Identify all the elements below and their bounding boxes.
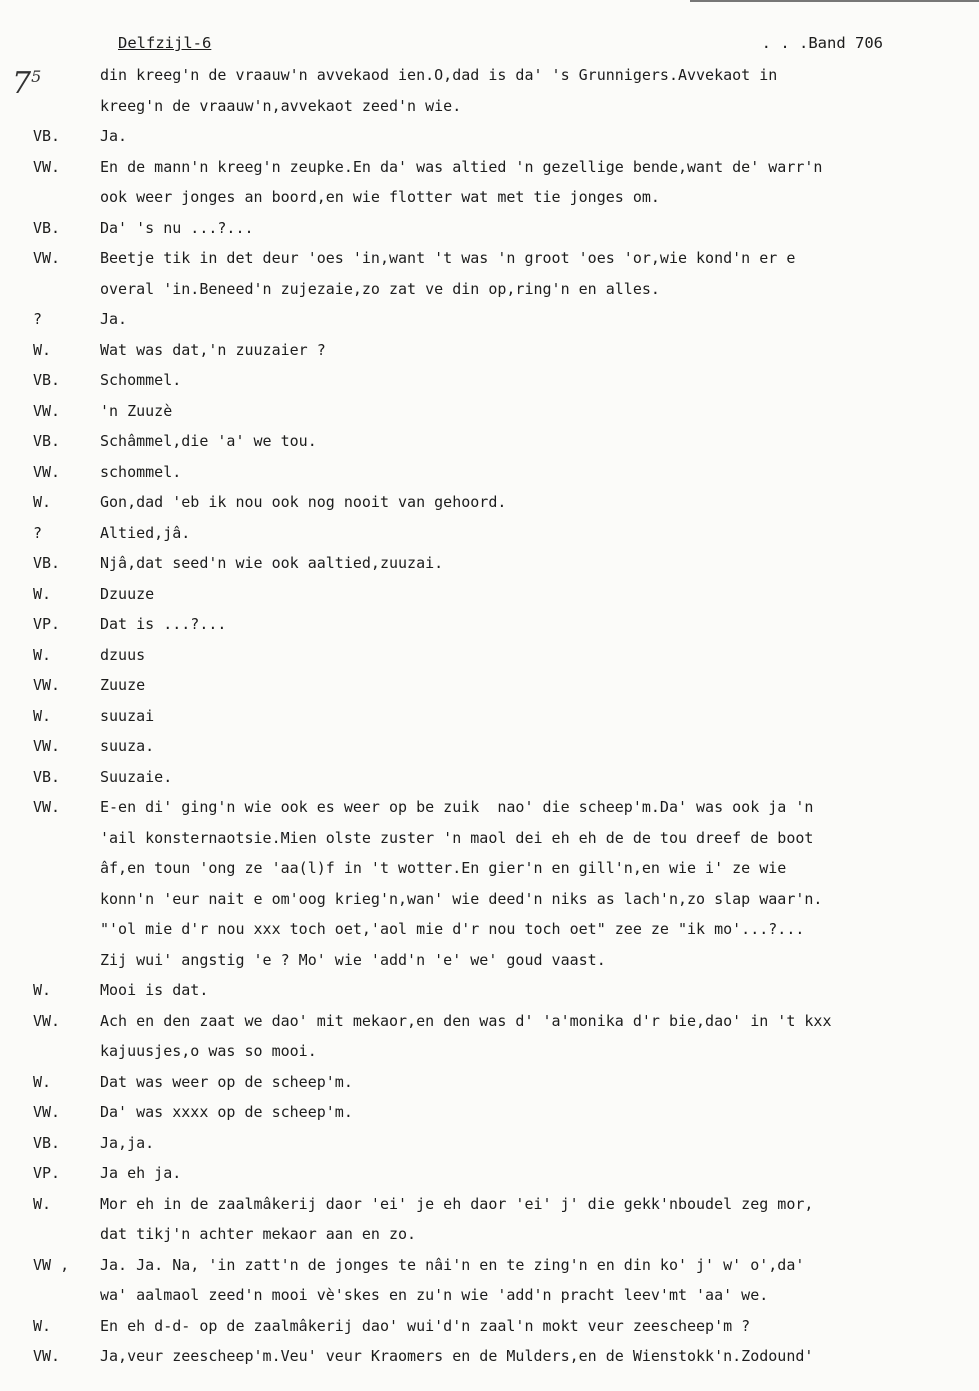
speaker-label: VB.: [33, 371, 61, 389]
transcript-row: [0, 1067, 979, 1098]
speaker-label: VW.: [33, 676, 61, 694]
utterance-text: [100, 152, 940, 213]
utterance-text: [100, 335, 940, 366]
transcript-row: [0, 579, 979, 610]
utterance-text: [100, 609, 940, 640]
utterance-line: 'n Zuuzè: [100, 401, 173, 420]
transcript-row: [0, 365, 979, 396]
utterance-line: Da' was xxxx op de scheep'm.: [100, 1103, 353, 1121]
transcript-row: [0, 548, 979, 579]
utterance-line: Schommel.: [100, 371, 182, 389]
transcript-row: [0, 1158, 979, 1189]
utterance-line: Schâmmel,die 'a' we tou.: [100, 432, 317, 450]
transcript-row: [0, 609, 979, 640]
speaker-label: VB.: [33, 218, 61, 237]
transcript-row: [0, 1189, 979, 1250]
page-header: [0, 34, 979, 56]
utterance-text: [100, 213, 940, 244]
speaker-label: VW.: [33, 1011, 61, 1030]
utterance-line: Ja,ja.: [100, 1133, 155, 1152]
utterance-line: Ach en den zaat we dao' mit mekaor,en den was d' 'a'monika d'r bie,dao' in 't kxx: [100, 1011, 832, 1030]
utterance-line: Ja.: [100, 310, 128, 328]
speaker-label: W.: [33, 1316, 52, 1335]
utterance-line: âf,en toun 'ong ze 'aa(l)f in 't wotter.En gier'n en gill'n,en wie i' ze wie: [100, 859, 787, 877]
speaker-label: VW.: [33, 462, 61, 481]
handwritten-page-number: $7^5$: [12, 66, 42, 101]
utterance-text: [100, 487, 940, 518]
utterance-line: konn'n 'eur nait e om'oog krieg'n,wan' wie deed'n niks as lach'n,zo slap waar'n.: [100, 889, 823, 908]
utterance-text: [100, 396, 940, 427]
speaker-label: W.: [33, 645, 52, 664]
speaker-label: W.: [33, 706, 52, 725]
utterance-line: wa' aalmaol zeed'n mooi vè'skes en zu'n wie 'add'n pracht leev'mt 'aa' we.: [100, 1286, 769, 1304]
speaker-label: W.: [33, 981, 52, 999]
utterance-text: [100, 670, 940, 701]
utterance-line: En de mann'n kreeg'n zeupke.En da' was altied 'n gezellige bende,want de' warr'n: [100, 157, 823, 176]
utterance-line: Da' 's nu ...?...: [100, 218, 254, 237]
utterance-line: Ja.: [100, 127, 128, 145]
transcript-row: [0, 121, 979, 152]
transcript-row: [0, 1311, 979, 1342]
transcript-row: [0, 762, 979, 793]
utterance-line: Zuuze: [100, 676, 146, 694]
utterance-text: [100, 457, 940, 488]
utterance-line: suuza.: [100, 737, 155, 755]
utterance-line: Ja. Ja. Na, 'in zatt'n de jonges te nâi'n en te zing'n en din ko' j' w' o',da': [100, 1255, 805, 1274]
utterance-line: din kreeg'n de vraauw'n avvekaod ien.O,dad is da' 's Grunnigers.Avvekaot in: [100, 66, 778, 84]
transcript-row: [0, 670, 979, 701]
utterance-text: [100, 975, 940, 1006]
utterance-text: [100, 1006, 940, 1067]
speaker-label: VB.: [33, 432, 61, 450]
utterance-text: [100, 60, 940, 121]
transcript-row: [0, 1250, 979, 1311]
speaker-label: W.: [33, 1194, 52, 1213]
utterance-text: [100, 365, 940, 396]
speaker-label: VB.: [33, 767, 61, 786]
utterance-line: Ja eh ja.: [100, 1164, 182, 1182]
transcript-row: [0, 396, 979, 427]
utterance-text: [100, 518, 940, 549]
utterance-line: Dat is ...?...: [100, 615, 227, 633]
utterance-line: Mooi is dat.: [100, 981, 209, 999]
band-number: . . .Band 706: [761, 34, 883, 52]
utterance-line: kreeg'n de vraauw'n,avvekaot zeed'n wie.: [100, 96, 462, 115]
speaker-label: VW.: [33, 157, 61, 176]
utterance-text: [100, 1158, 940, 1189]
utterance-line: Suuzaie.: [100, 767, 173, 786]
transcript-row: [0, 731, 979, 762]
utterance-text: [100, 243, 940, 304]
transcript-row: [0, 1128, 979, 1159]
utterance-text: [100, 121, 940, 152]
utterance-text: [100, 731, 940, 762]
transcript-row: [0, 426, 979, 457]
transcript-row: [0, 457, 979, 488]
transcript-row: [0, 518, 979, 549]
speaker-label: VW.: [33, 798, 61, 816]
transcript-row: [0, 640, 979, 671]
utterance-line: schommel.: [100, 462, 182, 481]
speaker-label: W.: [33, 1072, 52, 1091]
speaker-label: VW.: [33, 249, 61, 267]
speaker-label: W.: [33, 584, 52, 603]
utterance-line: Mor eh in de zaalmâkerij daor 'ei' je eh daor 'ei' j' die gekk'nboudel zeg mor,: [100, 1194, 814, 1213]
utterance-line: dzuus: [100, 645, 146, 664]
utterance-text: [100, 1311, 940, 1342]
speaker-label: VW.: [33, 737, 61, 755]
utterance-line: overal 'in.Beneed'n zujezaie,zo zat ve din op,ring'n en alles.: [100, 279, 660, 298]
transcript-row: [0, 60, 979, 121]
speaker-label: VB.: [33, 554, 61, 572]
speaker-label: VW ,: [33, 1255, 70, 1274]
utterance-text: [100, 548, 940, 579]
speaker-label: ?: [33, 523, 43, 542]
speaker-label: VP.: [33, 615, 61, 633]
transcript-row: [0, 487, 979, 518]
transcript-row: [0, 335, 979, 366]
utterance-line: En eh d-d- op de zaalmâkerij dao' wui'd'n zaal'n mokt veur zeescheep'm ?: [100, 1316, 751, 1335]
utterance-text: [100, 1097, 940, 1128]
utterance-line: 'ail konsternaotsie.Mien olste zuster 'n maol dei eh eh de de tou dreef de boot: [100, 828, 814, 847]
utterance-text: [100, 1250, 940, 1311]
utterance-text: [100, 1189, 940, 1250]
utterance-line: kajuusjes,o was so mooi.: [100, 1042, 317, 1060]
speaker-label: W.: [33, 340, 52, 359]
utterance-text: [100, 1128, 940, 1159]
utterance-text: [100, 1067, 940, 1098]
utterance-line: Wat was dat,'n zuuzaier ?: [100, 340, 326, 359]
transcript-row: [0, 213, 979, 244]
utterance-text: [100, 792, 940, 975]
utterance-text: [100, 304, 940, 335]
utterance-text: [100, 1341, 940, 1372]
transcript-row: [0, 1097, 979, 1128]
speaker-label: VW.: [33, 1347, 61, 1365]
transcript-row: [0, 975, 979, 1006]
speaker-label: VW.: [33, 1103, 61, 1121]
document-title: Delfzijl-6: [118, 34, 212, 52]
speaker-label: VW.: [33, 401, 61, 420]
transcript-row: [0, 152, 979, 213]
speaker-label: VB.: [33, 127, 61, 145]
speaker-label: VP.: [33, 1164, 61, 1182]
transcript-row: [0, 701, 979, 732]
transcript-row: [0, 1341, 979, 1372]
utterance-line: Ja,veur zeescheep'm.Veu' veur Kraomers en de Mulders,en de Wienstokk'n.Zodound': [100, 1347, 814, 1365]
speaker-label: ?: [33, 310, 43, 328]
utterance-text: [100, 701, 940, 732]
utterance-line: E-en di' ging'n wie ook es weer op be zuik nao' die scheep'm.Da' was ook ja 'n: [100, 798, 814, 816]
utterance-text: [100, 640, 940, 671]
utterance-text: [100, 426, 940, 457]
transcript-row: [0, 1006, 979, 1067]
top-edge-line: [690, 0, 979, 2]
utterance-line: ook weer jonges an boord,en wie flotter wat met tie jonges om.: [100, 188, 660, 206]
utterance-text: [100, 762, 940, 793]
utterance-text: [100, 579, 940, 610]
utterance-line: suuzai: [100, 706, 155, 725]
utterance-line: Beetje tik in det deur 'oes 'in,want 't was 'n groot 'oes 'or,wie kond'n er e: [100, 249, 796, 267]
transcript-body: [0, 60, 979, 1372]
utterance-line: Altied,jâ.: [100, 523, 191, 542]
transcript-row: [0, 792, 979, 975]
speaker-label: VB.: [33, 1133, 61, 1152]
utterance-line: Zij wui' angstig 'e ? Mo' wie 'add'n 'e' we' goud vaast.: [100, 950, 606, 969]
utterance-line: Dat was weer op de scheep'm.: [100, 1072, 353, 1091]
utterance-line: Njâ,dat seed'n wie ook aaltied,zuuzai.: [100, 554, 444, 572]
transcript-row: [0, 243, 979, 304]
utterance-line: Gon,dad 'eb ik nou ook nog nooit van gehoord.: [100, 493, 507, 511]
utterance-line: "'ol mie d'r nou xxx toch oet,'aol mie d'r nou toch oet" zee ze "ik mo'...?...: [100, 920, 805, 938]
speaker-label: W.: [33, 493, 52, 511]
utterance-line: dat tikj'n achter mekaor aan en zo.: [100, 1225, 417, 1243]
transcript-row: [0, 304, 979, 335]
utterance-line: Dzuuze: [100, 584, 155, 603]
